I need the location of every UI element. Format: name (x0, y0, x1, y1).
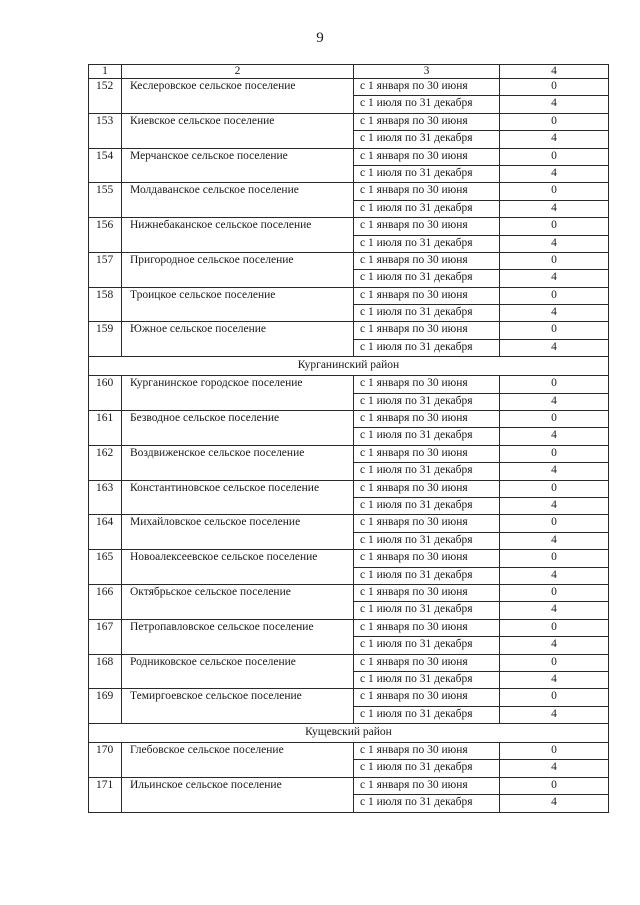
row-number: 153 (89, 113, 122, 148)
row-number: 169 (89, 689, 122, 724)
table-row (89, 113, 609, 130)
value-cell: 4 (500, 532, 609, 549)
row-number: 158 (89, 287, 122, 322)
value-cell: 4 (500, 131, 609, 148)
settlement-name: Глебовское сельское поселение (122, 743, 354, 778)
value-cell: 4 (500, 339, 609, 356)
table-row (89, 183, 609, 200)
period-cell: с 1 января по 30 июня (354, 148, 500, 165)
row-number: 165 (89, 550, 122, 585)
row-number: 159 (89, 322, 122, 357)
table-row (89, 619, 609, 636)
table-row (89, 480, 609, 497)
period-cell: с 1 января по 30 июня (354, 113, 500, 130)
value-cell: 0 (500, 480, 609, 497)
settlement-name: Новоалексеевское сельское поселение (122, 550, 354, 585)
value-cell: 0 (500, 743, 609, 760)
settlement-name: Октябрьское сельское поселение (122, 584, 354, 619)
table-row (89, 252, 609, 269)
period-cell: с 1 июля по 31 декабря (354, 393, 500, 410)
period-cell: с 1 июля по 31 декабря (354, 339, 500, 356)
district-name: Кущевский район (89, 724, 609, 743)
settlement-name: Мерчанское сельское поселение (122, 148, 354, 183)
settlement-name: Воздвиженское сельское поселение (122, 445, 354, 480)
table-body (89, 65, 609, 813)
value-cell: 4 (500, 602, 609, 619)
period-cell: с 1 января по 30 июня (354, 287, 500, 304)
value-cell: 0 (500, 79, 609, 96)
row-number: 164 (89, 515, 122, 550)
row-number: 167 (89, 619, 122, 654)
value-cell: 0 (500, 654, 609, 671)
settlement-name: Южное сельское поселение (122, 322, 354, 357)
settlement-name: Нижнебаканское сельское поселение (122, 218, 354, 253)
value-cell: 4 (500, 637, 609, 654)
settlement-name: Троицкое сельское поселение (122, 287, 354, 322)
table-row (89, 445, 609, 462)
period-cell: с 1 июля по 31 декабря (354, 96, 500, 113)
period-cell: с 1 июля по 31 декабря (354, 706, 500, 723)
value-cell: 4 (500, 96, 609, 113)
value-cell: 0 (500, 113, 609, 130)
value-cell: 4 (500, 497, 609, 514)
period-cell: с 1 января по 30 июня (354, 252, 500, 269)
value-cell: 0 (500, 777, 609, 794)
period-cell: с 1 января по 30 июня (354, 654, 500, 671)
period-cell: с 1 июля по 31 декабря (354, 235, 500, 252)
row-number: 157 (89, 252, 122, 287)
period-cell: с 1 января по 30 июня (354, 322, 500, 339)
value-cell: 0 (500, 445, 609, 462)
value-cell: 0 (500, 252, 609, 269)
period-cell: с 1 января по 30 июня (354, 515, 500, 532)
period-cell: с 1 января по 30 июня (354, 411, 500, 428)
value-cell: 4 (500, 706, 609, 723)
row-number: 171 (89, 777, 122, 812)
table-row (89, 584, 609, 601)
period-cell: с 1 июля по 31 декабря (354, 463, 500, 480)
settlement-name: Ильинское сельское поселение (122, 777, 354, 812)
value-cell: 0 (500, 322, 609, 339)
settlement-name: Кеслеровское сельское поселение (122, 79, 354, 114)
period-cell: с 1 июля по 31 декабря (354, 165, 500, 182)
value-cell: 4 (500, 760, 609, 777)
table-row (89, 743, 609, 760)
period-cell: с 1 июля по 31 декабря (354, 671, 500, 688)
period-cell: с 1 января по 30 июня (354, 183, 500, 200)
value-cell: 4 (500, 270, 609, 287)
settlement-name: Безводное сельское поселение (122, 411, 354, 446)
column-header: 1 (89, 65, 122, 79)
page-number: 9 (316, 30, 324, 46)
period-cell: с 1 июля по 31 декабря (354, 305, 500, 322)
settlement-name: Родниковское сельское поселение (122, 654, 354, 689)
row-number: 156 (89, 218, 122, 253)
table-row (89, 79, 609, 96)
table-row (89, 322, 609, 339)
period-cell: с 1 июля по 31 декабря (354, 200, 500, 217)
value-cell: 4 (500, 795, 609, 812)
period-cell: с 1 января по 30 июня (354, 689, 500, 706)
period-cell: с 1 января по 30 июня (354, 584, 500, 601)
row-number: 161 (89, 411, 122, 446)
table-row (89, 376, 609, 393)
value-cell: 4 (500, 235, 609, 252)
column-header: 4 (500, 65, 609, 79)
row-number: 155 (89, 183, 122, 218)
district-header-row (89, 724, 609, 743)
column-header: 3 (354, 65, 500, 79)
row-number: 162 (89, 445, 122, 480)
value-cell: 0 (500, 183, 609, 200)
table-row (89, 287, 609, 304)
table-row (89, 515, 609, 532)
value-cell: 0 (500, 550, 609, 567)
period-cell: с 1 января по 30 июня (354, 743, 500, 760)
value-cell: 0 (500, 218, 609, 235)
row-number: 170 (89, 743, 122, 778)
period-cell: с 1 января по 30 июня (354, 480, 500, 497)
settlement-name: Пригородное сельское поселение (122, 252, 354, 287)
period-cell: с 1 июля по 31 декабря (354, 270, 500, 287)
period-cell: с 1 июля по 31 декабря (354, 637, 500, 654)
settlement-name: Темиргоевское сельское поселение (122, 689, 354, 724)
row-number: 154 (89, 148, 122, 183)
value-cell: 0 (500, 515, 609, 532)
period-cell: с 1 июля по 31 декабря (354, 428, 500, 445)
value-cell: 0 (500, 619, 609, 636)
row-number: 160 (89, 376, 122, 411)
row-number: 152 (89, 79, 122, 114)
table-row (89, 689, 609, 706)
settlement-name: Курганинское городское поселение (122, 376, 354, 411)
table-row (89, 411, 609, 428)
period-cell: с 1 января по 30 июня (354, 79, 500, 96)
row-number: 166 (89, 584, 122, 619)
table-row (89, 654, 609, 671)
settlement-name: Константиновское сельское поселение (122, 480, 354, 515)
period-cell: с 1 июля по 31 декабря (354, 795, 500, 812)
period-cell: с 1 июля по 31 декабря (354, 602, 500, 619)
table-row (89, 218, 609, 235)
value-cell: 4 (500, 393, 609, 410)
value-cell: 0 (500, 287, 609, 304)
district-name: Курганинский район (89, 357, 609, 376)
period-cell: с 1 июля по 31 декабря (354, 567, 500, 584)
row-number: 163 (89, 480, 122, 515)
value-cell: 4 (500, 567, 609, 584)
settlement-name: Петропавловское сельское поселение (122, 619, 354, 654)
period-cell: с 1 января по 30 июня (354, 218, 500, 235)
value-cell: 0 (500, 689, 609, 706)
period-cell: с 1 января по 30 июня (354, 445, 500, 462)
value-cell: 4 (500, 428, 609, 445)
value-cell: 4 (500, 671, 609, 688)
settlement-name: Киевское сельское поселение (122, 113, 354, 148)
allocation-table (88, 64, 609, 813)
value-cell: 0 (500, 376, 609, 393)
settlement-name: Михайловское сельское поселение (122, 515, 354, 550)
period-cell: с 1 июля по 31 декабря (354, 532, 500, 549)
value-cell: 0 (500, 148, 609, 165)
period-cell: с 1 января по 30 июня (354, 619, 500, 636)
period-cell: с 1 января по 30 июня (354, 376, 500, 393)
period-cell: с 1 января по 30 июня (354, 777, 500, 794)
value-cell: 0 (500, 584, 609, 601)
column-header-row (89, 65, 609, 79)
value-cell: 4 (500, 165, 609, 182)
value-cell: 4 (500, 305, 609, 322)
period-cell: с 1 июля по 31 декабря (354, 497, 500, 514)
value-cell: 0 (500, 411, 609, 428)
period-cell: с 1 июля по 31 декабря (354, 760, 500, 777)
row-number: 168 (89, 654, 122, 689)
value-cell: 4 (500, 200, 609, 217)
column-header: 2 (122, 65, 354, 79)
table-row (89, 148, 609, 165)
period-cell: с 1 января по 30 июня (354, 550, 500, 567)
table-row (89, 777, 609, 794)
settlement-name: Молдаванское сельское поселение (122, 183, 354, 218)
table-row (89, 550, 609, 567)
value-cell: 4 (500, 463, 609, 480)
period-cell: с 1 июля по 31 декабря (354, 131, 500, 148)
district-header-row (89, 357, 609, 376)
